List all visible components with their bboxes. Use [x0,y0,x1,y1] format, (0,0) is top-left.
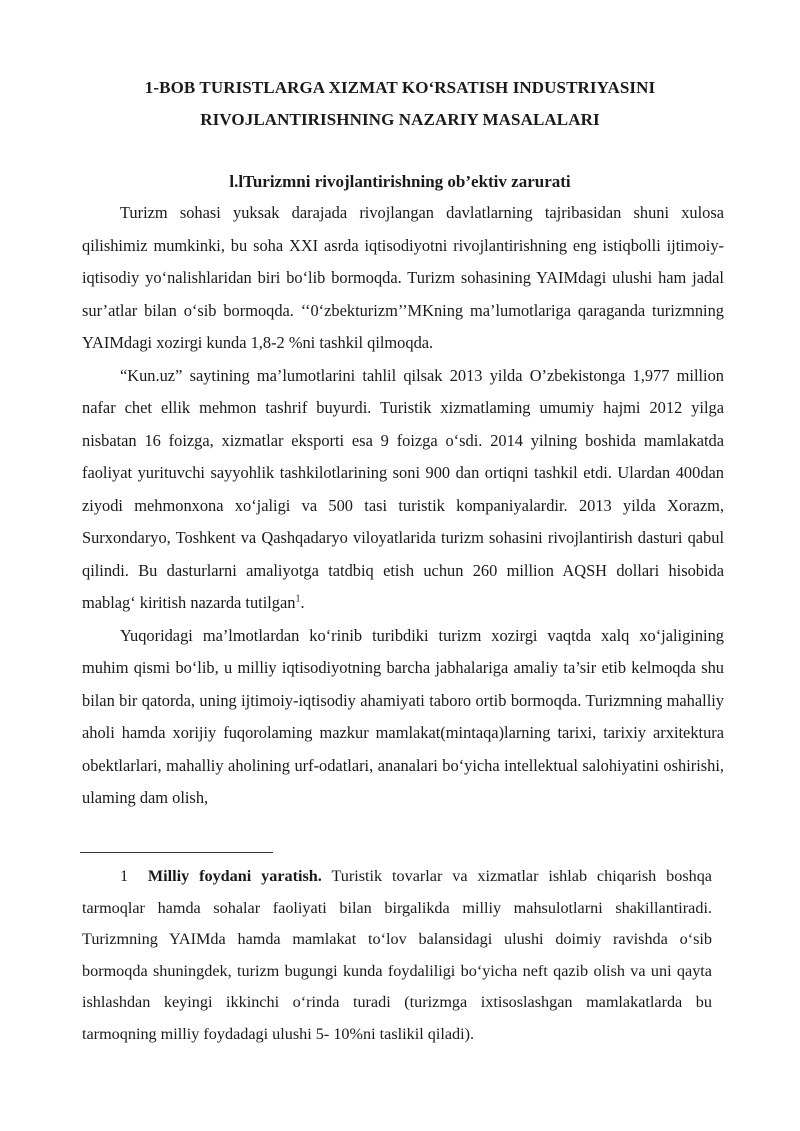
footnote-reference[interactable]: 1 [295,593,301,605]
footnote-paragraph [82,861,712,1050]
footnote-number: 1 [120,867,129,885]
paragraph-1: Turizm sohasi yuksak darajada rivojlangan davlatlarning tajribasidan shuni xulosa qilishimiz mumkinki, bu soha XXI asrda iqtisodiyotni rivojlantirishning eng istiqbolli ijtimoiy-iqtisodiy yo‘nalishlaridan biri bo‘lib bormoqda. Turizm sohasining YAIMdagi ulushi ham jadal sur’atlar bilan o‘sib bormoqda. ‘‘0‘zbekturizm’’MKning ma’lumotlariga qaraganda turizmning YAIMdagi xozirgi kunda 1,8-2 %ni tashkil qilmoqda. [82,203,724,352]
footnote-lead: Milliy foydani yaratish. [147,867,322,885]
chapter-title-line-1: 1-BOB TURISTLARGA XIZMAT KO‘RSATISH INDUSTRIYASINI [144,78,656,97]
chapter-title [60,72,740,136]
footnote-separator [80,852,273,853]
chapter-title-line-2: RIVOJLANTIRISHNING NAZARIY MASALALARI [200,110,600,129]
section-heading: l.lTurizmni rivojlantirishning ob’ektiv zarurati [229,172,571,191]
footnote-text: Turistik tovarlar va xizmatlar ishlab chiqarish boshqa tarmoqlar hamda sohalar faoliyati bilan birgalikda milliy mahsulotlarni shakillantiradi. Turizmning YAIMda hamda mamlakat to‘lov balansidagi ulushi doimiy ravishda o‘sib bormoqda shuningdek, turizm bugungi kunda foydaliligi bo‘yicha neft qazib olish va uni qayta ishlashdan keyingi ikkinchi o‘rinda turadi (turizmga ixtisoslashgan mamlakatlarda bu tarmoqning milliy foydadagi ulushi 5- 10%ni taslikil qiladi). [82,867,712,1043]
body-text [82,197,724,815]
paragraph-2-end: . [300,593,305,612]
footnote [82,861,712,1050]
paragraph-2 [82,360,724,620]
paragraph-3: Yuqoridagi ma’lmotlardan ko‘rinib turibdiki turizm xozirgi vaqtda xalq xo‘jaligining muhim qismi bo‘lib, u milliy iqtisodiyotning barcha jabhalariga amaliy ta’sir etib kelmoqda shu bilan bir qatorda, uning ijtimoiy-iqtisodiy ahamiyati taboro ortib bormoqda. Turizmning mahalliy aholi hamda xorijiy fuqorolaming mazkur mamlakat(mintaqa)larning tarixi, tarixiy arxitektura obektlarlari, mahalliy aholining urf-odatlari, ananalari bo‘yicha intellektual salohiyatini oshirishi, ulaming dam olish, [82,625,724,807]
paragraph-2-text: “Kun.uz” saytining ma’lumotlarini tahlil qilsak 2013 yilda O’zbekistonga 1,977 million nafar chet ellik mehmon tashrif buyurdi. Turistik xizmatlaming umumiy hajmi 2012 yilga nisbatan 16 foizga, xizmatlar eksporti esa 9 foizga o‘sdi. 2014 yilning boshida mamlakatda faoliyat yurituvchi sayyohlik tashkilotlarining soni 900 dan ortiqni tashkil etdi. Ulardan 400dan ziyodi mehmonxona xo‘jaligi va 500 tasi turistik kompaniyalardir. 2013 yilda Xorazm, Surxondaryo, Toshkent va Qashqadaryo viloyatlarida turizm sohasini rivojlantirish dasturi qabul qilindi. Bu dasturlarni amaliyotga tatdbiq etish uchun 260 million AQSH dollari hisobida mablag‘ kiritish nazarda tutilgan [82,365,724,612]
